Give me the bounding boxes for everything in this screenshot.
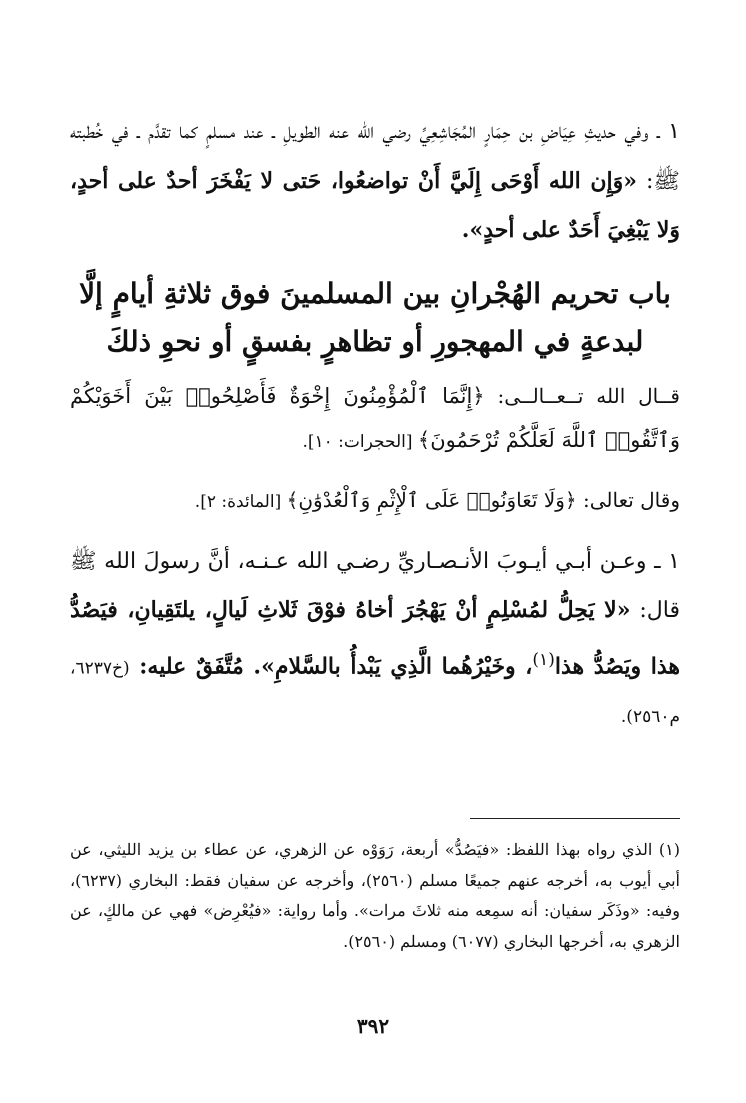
page-body [70,108,680,742]
hadith-iyad-quote: «وَإِن الله أَوْحَى إِلَيَّ أَنْ تواضعُوا، حَتى لا يَفْخَرَ أحدٌ على أحدٍ، وَلا يَبْغِيَ أَحَدٌ على أحدٍ». [70,167,680,243]
hadith-abu-ayyub-ref: (خ٦٢٣٧، م٢٥٦٠). [70,657,680,728]
hadith-iyad-text: ١ ـ وفي حديثِ عِيَاضِ بن حِمَارٍ المُجَاشِعِيِّ رضي الله عنه الطويلِ ـ عند مسلمٍ كما تقدَّم ـ في خُطبته ﷺ: [70,119,681,194]
hadith-iyad [70,108,680,256]
verse-hujurat-intro: قــال الله تــعــالــى: [484,383,680,408]
verse-maidah [70,478,680,524]
verse-maidah-ref: [المائدة: ٢]. [194,491,287,512]
verse-maidah-intro: وقال تعالى: [576,487,680,512]
verse-hujurat-ref: [الحجرات: ١٠]. [302,431,418,452]
footnote: (١) الذي رواه بهذا اللفظ: «فيَصُدُّ» أربعة، رَوَوْه عن الزهري، عن عطاء بن يزيد الليثي، عن أبي أيوب به، أخرجه عنهم جميعًا مسلم (٢٥٦٠)، وأخرجه عن سفيان فقط: البخاري (٦٢٣٧)، وفيه: «وذَكَر سفيان: أنه سمِعه منه ثلاثَ مرات». وأما رواية: «فيُعْرِض» فهي عن مالكٍ، عن الزهري به، أخرجها البخاري (٦٠٧٧) ومسلم (٢٥٦٠). [70,840,680,951]
verse-hujurat-quran: ﴿إِنَّمَا ٱلْمُؤْمِنُونَ إِخْوَةٌ فَأَصْلِحُوا۟ بَيْنَ أَخَوَيْكُمْ وَٱتَّقُوا۟ ٱللَّهَ لَعَلَّكُمْ تُرْحَمُونَ﴾ [70,383,680,452]
footnote-marker[interactable]: (١) [532,649,555,670]
hadith-abu-ayyub [70,538,680,742]
hadith-abu-ayyub-agreed: مُتَّفَقٌ عليه: [129,652,254,679]
chapter-title: باب تحريم الهُجْرانِ بين المسلمينَ فوق ثلاثةِ أيامٍ إلَّا لبدعةٍ في المهجورِ أو تظاهرٍ بفسقٍ أو نحوِ ذلكَ [79,276,671,358]
hadith-abu-ayyub-text: ١ ـ وعـن أبـي أيـوبَ الأنـصـاريِّ رضـي الله عـنـه، أنَّ رسولَ الله ﷺ قال: [70,548,680,623]
hadith-abu-ayyub-quote: «لا يَحِلُّ لمُسْلِمٍ أنْ يَهْجُرَ أخاهُ فوْقَ ثَلاثِ لَيالٍ، يلتَقِيانِ، فيَصُدُّ هذا ويَصُدُّ هذا [70,597,680,679]
page-number: ٣٩٢ [356,1014,390,1038]
verse-hujurat [70,374,680,464]
footnote-divider [470,818,680,819]
hadith-abu-ayyub-quote-end: ، وخَيْرُهُما الَّذِي يَبْدأُ بالسَّلامِ». [253,652,533,679]
verse-maidah-quran: ﴿وَلَا تَعَاوَنُوا۟ عَلَى ٱلْإِثْمِ وَٱلْعُدْوَٰنِ﴾ [286,487,577,512]
